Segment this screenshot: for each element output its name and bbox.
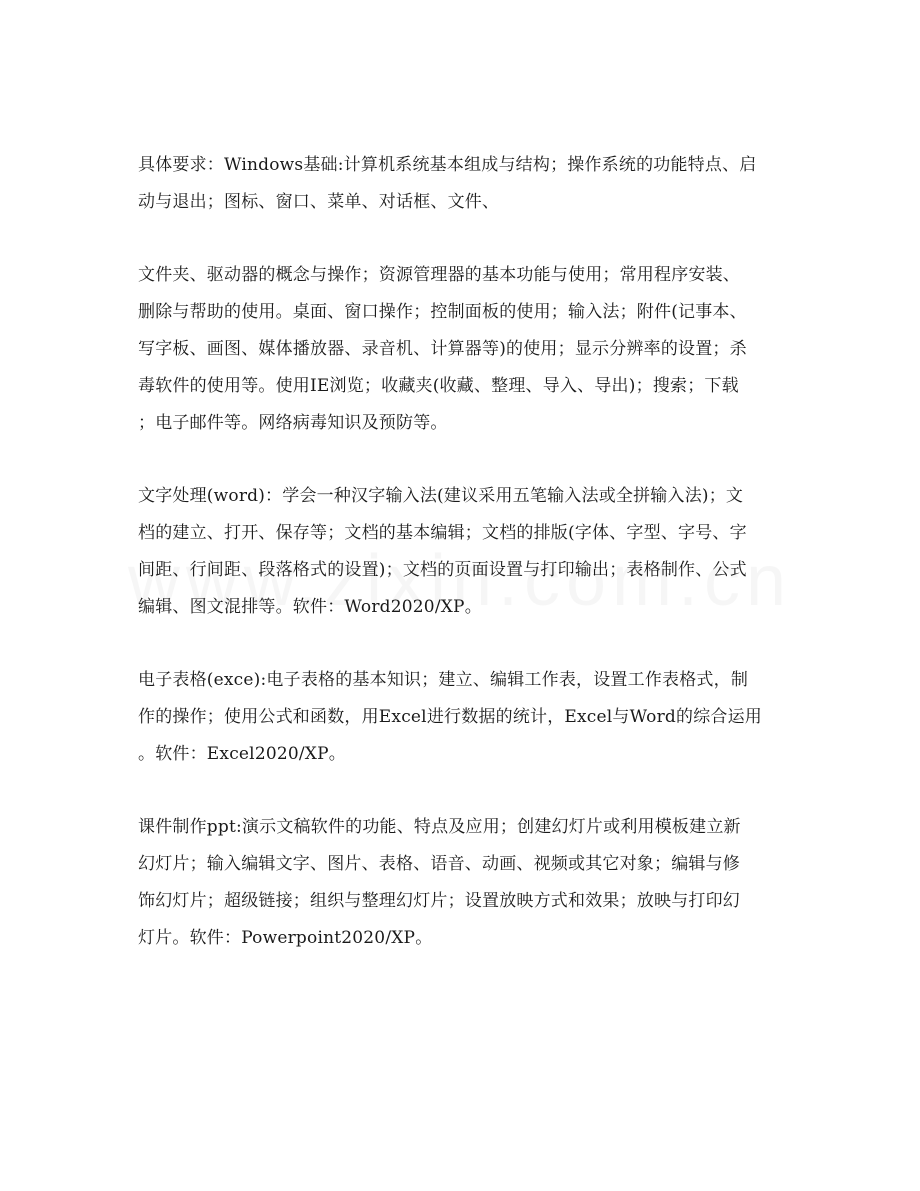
text-line: 幻灯片；输入编辑文字、图片、表格、语音、动画、视频或其它对象；编辑与修 — [138, 854, 740, 874]
text-line: 电子表格(exce):电子表格的基本知识；建立、编辑工作表，设置工作表格式，制 — [138, 670, 749, 690]
text-line: 动与退出；图标、窗口、菜单、对话框、文件、 — [138, 192, 500, 212]
paragraph-gap — [138, 442, 788, 478]
text-line: 删除与帮助的使用。桌面、窗口操作；控制面板的使用；输入法；附件(记事本、 — [138, 302, 747, 322]
text-line: 课件制作ppt:演示文稿软件的功能、特点及应用；创建幻灯片或利用模板建立新 — [138, 817, 741, 837]
paragraph-file-management — [138, 257, 788, 442]
paragraph-presentation — [138, 809, 788, 957]
paragraph-gap — [138, 626, 788, 662]
paragraph-gap — [138, 773, 788, 809]
text-line: 毒软件的使用等。使用IE浏览；收藏夹(收藏、整理、导入、导出)；搜索；下载 — [138, 376, 739, 396]
text-line: 。软件：Excel2020/XP。 — [138, 744, 346, 764]
text-line: 档的建立、打开、保存等；文档的基本编辑；文档的排版(字体、字型、字号、字 — [138, 523, 747, 543]
document-body — [138, 147, 788, 957]
text-line: 作的操作；使用公式和函数，用Excel进行数据的统计，Excel与Word的综合运用 — [138, 707, 762, 727]
text-line: ；电子邮件等。网络病毒知识及预防等。 — [138, 413, 448, 433]
text-line: 饰幻灯片；超级链接；组织与整理幻灯片；设置放映方式和效果；放映与打印幻 — [138, 891, 740, 911]
text-line: 具体要求：Windows基础:计算机系统基本组成与结构；操作系统的功能特点、启 — [138, 155, 757, 175]
paragraph-gap — [138, 221, 788, 257]
text-line: 编辑、图文混排等。软件：Word2020/XP。 — [138, 597, 482, 617]
paragraph-word-processing — [138, 478, 788, 626]
text-line: 文字处理(word)：学会一种汉字输入法(建议采用五笔输入法或全拼输入法)；文 — [138, 486, 744, 506]
text-line: 灯片。软件：Powerpoint2020/XP。 — [138, 928, 433, 948]
text-line: 间距、行间距、段落格式的设置)；文档的页面设置与打印输出；表格制作、公式 — [138, 560, 747, 580]
text-line: 文件夹、驱动器的概念与操作；资源管理器的基本功能与使用；常用程序安装、 — [138, 265, 740, 285]
text-line: 写字板、画图、媒体播放器、录音机、计算器等)的使用；显示分辨率的设置；杀 — [138, 339, 747, 359]
paragraph-windows-basics — [138, 147, 788, 221]
paragraph-spreadsheet — [138, 662, 788, 773]
